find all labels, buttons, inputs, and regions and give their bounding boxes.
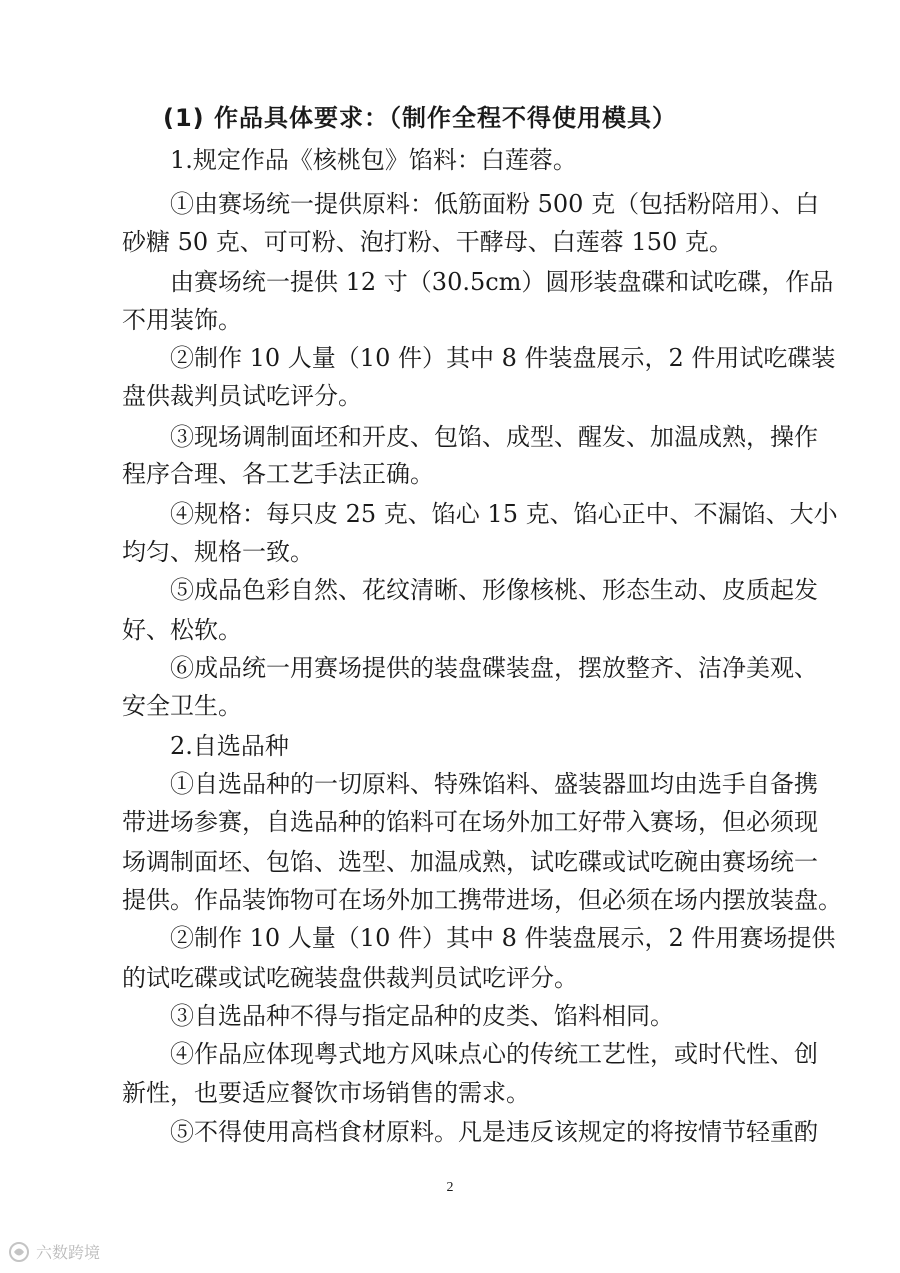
- watermark: [8, 1240, 100, 1263]
- text-line: 1.规定作品《核桃包》馅料：白莲蓉。: [170, 146, 577, 174]
- text-line: 2.自选品种: [170, 732, 289, 760]
- brand-logo-icon: [8, 1241, 30, 1263]
- text-line: 新性，也要适应餐饮市场销售的需求。: [122, 1079, 530, 1107]
- text-line: ④作品应体现粤式地方风味点心的传统工艺性，或时代性、创: [170, 1040, 818, 1068]
- text-line: 程序合理、各工艺手法正确。: [122, 460, 434, 488]
- text-line: ①由赛场统一提供原料：低筋面粉 500 克（包括粉陪用）、白: [170, 190, 820, 218]
- text-line: 带进场参赛，自选品种的馅料可在场外加工好带入赛场，但必须现: [122, 808, 818, 836]
- text-line: ⑤成品色彩自然、花纹清晰、形像核桃、形态生动、皮质起发: [170, 576, 818, 604]
- page-number: 2: [446, 1180, 454, 1195]
- text-line: ④规格：每只皮 25 克、馅心 15 克、馅心正中、不漏馅、大小: [170, 500, 838, 528]
- text-line: ⑤不得使用高档食材原料。凡是违反该规定的将按情节轻重酌: [170, 1118, 818, 1146]
- text-line: ②制作 10 人量（10 件）其中 8 件装盘展示，2 件用试吃碟装: [170, 344, 836, 372]
- text-line: 不用装饰。: [122, 306, 242, 334]
- text-line: ②制作 10 人量（10 件）其中 8 件装盘展示，2 件用赛场提供: [170, 924, 836, 952]
- text-line: 提供。作品装饰物可在场外加工携带进场，但必须在场内摆放装盘。: [122, 886, 842, 914]
- watermark-text: 六数跨境: [36, 1243, 101, 1262]
- text-line: 均匀、规格一致。: [122, 538, 314, 566]
- text-line: 由赛场统一提供 12 寸（30.5cm）圆形装盘碟和试吃碟，作品: [170, 268, 834, 296]
- text-line: 安全卫生。: [122, 692, 242, 720]
- text-line: ③自选品种不得与指定品种的皮类、馅料相同。: [170, 1002, 674, 1030]
- text-line: ⑥成品统一用赛场提供的装盘碟装盘，摆放整齐、洁净美观、: [170, 654, 818, 682]
- section-heading: (1) 作品具体要求：（制作全程不得使用模具）: [163, 104, 677, 132]
- text-line: 好、松软。: [122, 616, 242, 644]
- text-line: 盘供裁判员试吃评分。: [122, 382, 362, 410]
- text-line: 的试吃碟或试吃碗装盘供裁判员试吃评分。: [122, 964, 578, 992]
- text-line: 场调制面坯、包馅、选型、加温成熟，试吃碟或试吃碗由赛场统一: [122, 848, 818, 876]
- text-line: 砂糖 50 克、可可粉、泡打粉、干酵母、白莲蓉 150 克。: [122, 228, 733, 256]
- text-line: ①自选品种的一切原料、特殊馅料、盛装器皿均由选手自备携: [170, 770, 818, 798]
- text-line: ③现场调制面坯和开皮、包馅、成型、醒发、加温成熟，操作: [170, 423, 818, 451]
